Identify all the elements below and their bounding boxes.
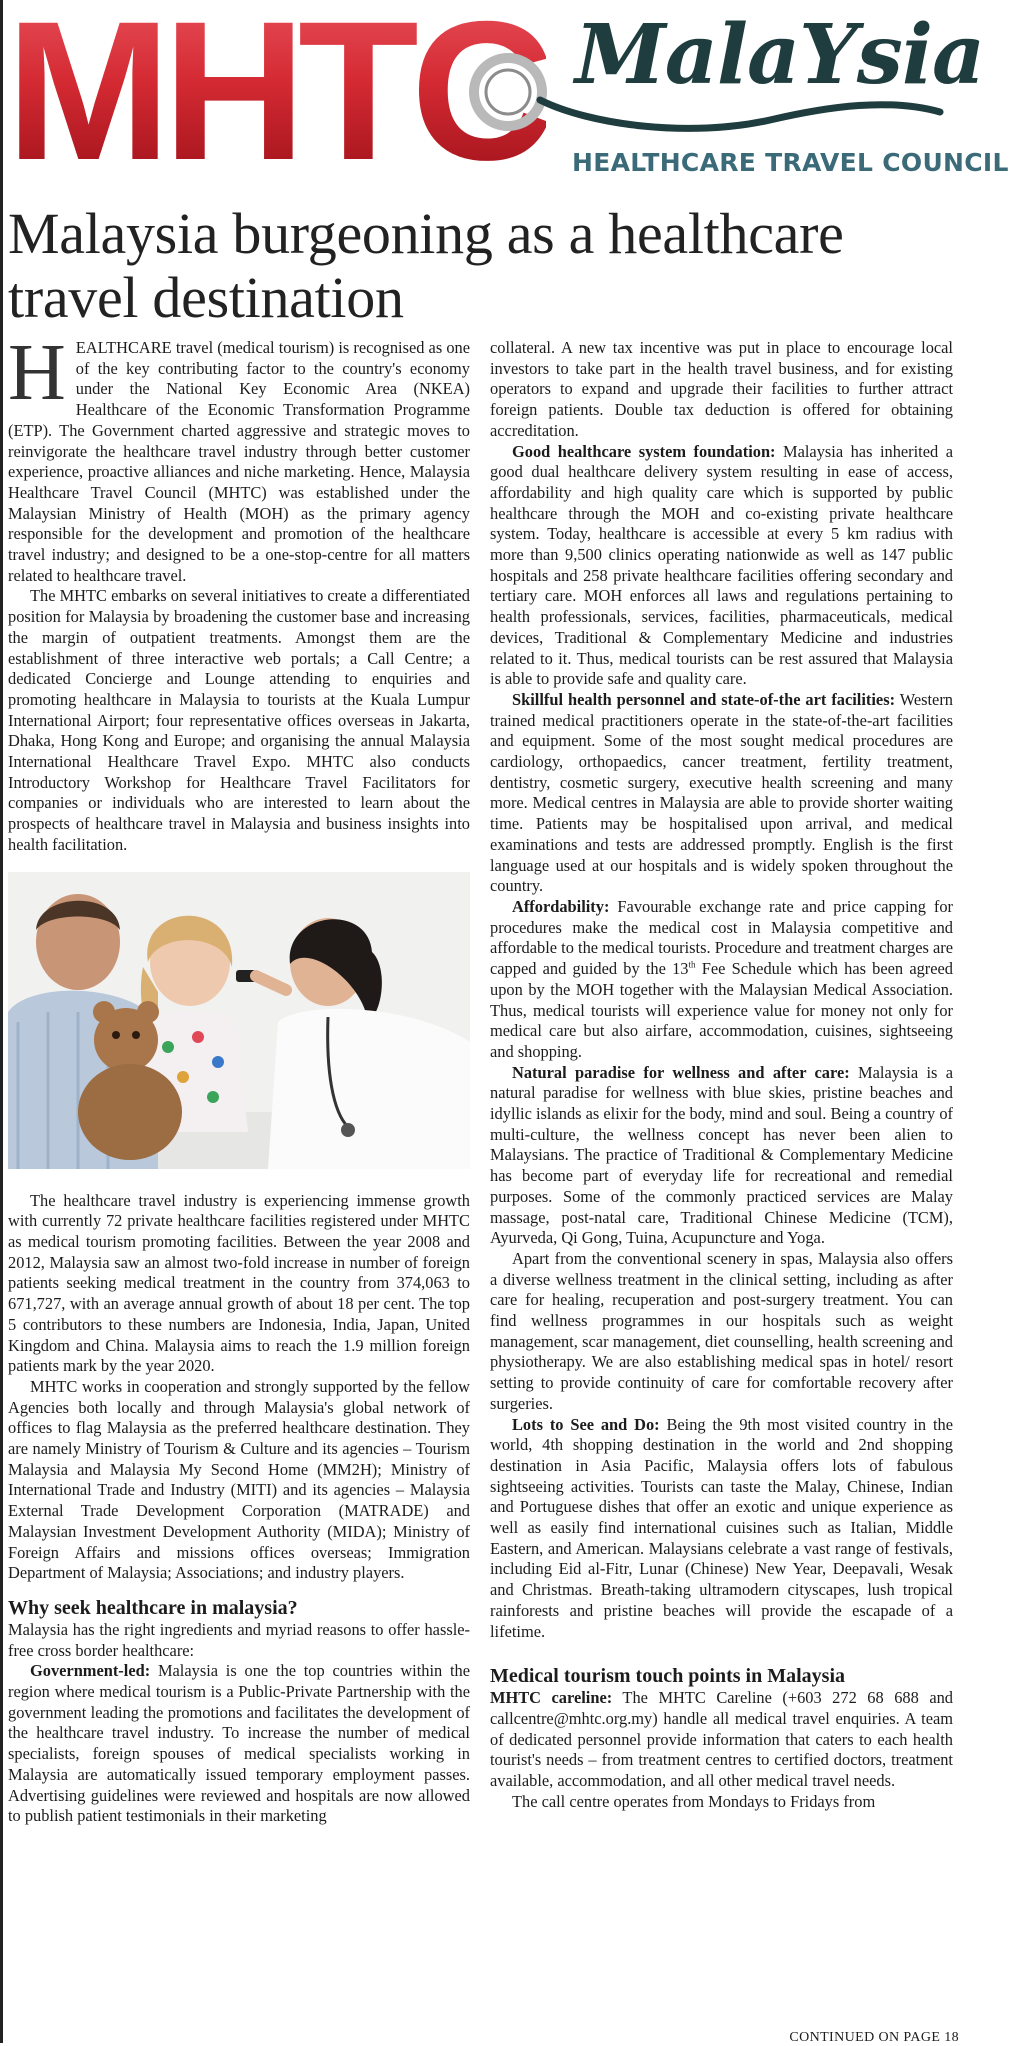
paragraph-natural-paradise (490, 1063, 953, 1249)
paragraph-growth: The healthcare travel industry is experiencing immense growth with currently 72 private healthcare facilities registered under MHTC as medical tourism promoting facilities. Between the year 2008 and 2012, Malaysia saw an almost two-fold increase in number of foreign patients seeking medical treatment in the country from 374,063 to 671,727, with an average annual growth of about 18 per cent. The top 5 contributors to these numbers are Indonesia, India, Japan, United Kingdom and China. Malaysia aims to reach the 1.9 million foreign patients mark by the year 2020. (8, 1190, 470, 1376)
lead-careline: MHTC careline: (490, 1688, 613, 1708)
lots-to-see-text: Being the 9th most visited country in the world, 4th shopping destination in the world and 2nd shopping destination in Asia Pacific, Malaysia offers lots of fabulous sightseeing activities. Tourists can taste the Malay, Chinese, Indian and Portuguese dishes that offer an exotic and unique experience as well as easily find international cuisines such as Italian, Middle Eastern, and American. Malaysians celebrate a vast range of festivals, including Eid al-Fitr, Lunar (Chinese) New Year, Deepavali, Wesak and Christmas. Breath-taking ultramodern cityscapes, lush tropical rainforests and pristine beaches will provide the escapade of a lifetime. (490, 1414, 954, 1641)
paragraph-call-centre: The call centre operates from Mondays to Fridays from (512, 1791, 876, 1811)
drop-cap: H (8, 329, 66, 417)
paragraph-ingredients: Malaysia has the right ingredients and myriad reasons to offer hassle-free cross border healthcare: (8, 1619, 470, 1660)
right-column (490, 338, 953, 1813)
skillful-personnel-text: Western trained medical practitioners operate in the state-of-the-art facilities and equipment. Some of the most sought medical procedures are cardiology, orthopaedics, cancer treatment, fertility treatment, dentistry, cosmetic surgery, executive health screening and many more. Medical centres in Malaysia are able to provide shorter waiting time. Patients may be hospitalised upon arrival, and medical examinations and tests are addressed promptly. English is the first language used at our hospitals and is widely spoken throughout the country. (490, 689, 953, 896)
paragraph-government-led (8, 1661, 470, 1827)
paragraph-careline (490, 1688, 953, 1792)
mhtc-logo-text: MHTC (6, 0, 546, 190)
lead-lots-to-see: Lots to See and Do: (512, 1414, 660, 1434)
government-led-text: Malaysia is one the top countries within the region where medical tourism is a Public-Private Partnership with the government leading the promotions and facilitates the development of the healthcare travel industry. To increase the number of medical specialists, foreign spouses of medical specialists working in Malaysia are automatically issued temporary employment passes. Advertising guidelines were reviewed and hospitals are now allowed to publish patient testimonials in their marketing (8, 1661, 470, 1826)
doctor-examining-child-photo (8, 872, 470, 1169)
lead-government-led: Government-led: (30, 1661, 151, 1681)
paragraph-initiatives: The MHTC embarks on several initiatives to create a differentiated position for Malaysia by broadening the customer base and increasing the margin of outpatient treatments. Amongst them are the establishment of three interactive web portals; a Call Centre; a dedicated Concierge and Lounge attending to enquiries and promoting healthcare in Malaysia to tourists at the Kuala Lumpur International Airport; four representative offices overseas in Jakarta, Dhaka, Hong Kong and Europe; and organising the annual Malaysia International Healthcare Travel Expo. MHTC also conducts Introductory Workshop for Healthcare Travel Facilitators for companies or individuals who are interested to learn about the prospects of healthcare travel in Malaysia and business insights into health facilitation. (8, 586, 470, 854)
lead-affordability: Affordability: (512, 896, 610, 916)
careline-text: The MHTC Careline (+603 272 68 688 and callcentre@mhtc.org.my) handle all medical travel enquiries. A team of dedicated personnel provide information that caters to each health tourist's needs – from treatment centres to certified doctors, treatment available, accommodation, and all other medical travel needs. (490, 1688, 953, 1791)
lead-good-foundation: Good healthcare system foundation: (512, 441, 776, 461)
natural-paradise-text: Malaysia is a natural paradise for wellness with blue skies, pristine beaches and idyllic islands as elixir for the body, mind and soul. Being a country of multi-culture, the wellness concept has never been alien to Malaysians. The practice of Traditional & Complementary Medicine has become part of everyday life for recreational and remedial purposes. Some of the commonly practiced services are Malay massage, post-natal care, Traditional Chinese Medicine (TCM), Ayurveda, Qi Gong, Tuina, Acupuncture and Yoga. (490, 1062, 953, 1248)
article-headline: Malaysia burgeoning as a healthcare travel destination (8, 201, 844, 330)
left-column (8, 329, 470, 1827)
paragraph-affordability (490, 897, 953, 1063)
malaysia-logo-text: MalaYsia (575, 7, 985, 103)
paragraph-skillful-personnel (490, 690, 953, 897)
good-foundation-text: Malaysia has inherited a good dual healthcare delivery system resulting in ease of access, affordability and high quality care which is supported by public healthcare through the MOH and co-existing private healthcare system. Today, healthcare is accessible at every 5 km radius with more than 9,500 clinics operating nationwide as well as 147 public hospitals and 258 private healthcare facilities offering secondary and tertiary care. MOH enforces all laws and regulations pertaining to health professionals, services, facilities, pharmaceuticals, medical devices, Traditional & Complementary Medicine and industries related to it. Thus, medical tourists can be rest assured that Malaysia is able to provide safe and quality care. (490, 441, 953, 689)
paragraph-tax-incentive: collateral. A new tax incentive was put in place to encourage local investors to take part in the health travel business, and for existing operators to expand and upgrade their facilities to further attract foreign patients. Double tax deduction is offered for obtaining accreditation. (490, 338, 953, 440)
intro-text: EALTHCARE travel (medical tourism) is recognised as one of the key contributing factor to the country's economy under the National Key Economic Area (NKEA) Healthcare of the Economic Transformation Programme (ETP). The Government charted aggressive and strategic moves to reinvigorate the healthcare travel industry through better customer experience, proactive alliances and niche marketing. Hence, Malaysia Healthcare Travel Council (MHTC) was established under the Malaysian Ministry of Health (MOH) as the primary agency responsible for the development and promotion of the healthcare travel industry; and designed to be a one-stop-centre for all matters related to healthcare travel. (8, 338, 470, 585)
paragraph-good-foundation (490, 442, 953, 690)
subhead-why-seek: Why seek healthcare in malaysia? (8, 1596, 298, 1619)
affordability-text-a: Favourable exchange rate and price capping for procedures make the medical cost in Malaysia competitive and affordable to the medical tourists. Procedure and treatment charges are capped and guided by the 13 (490, 896, 953, 979)
paragraph-intro (8, 329, 470, 586)
subhead-touch-points: Medical tourism touch points in Malaysia (490, 1665, 846, 1688)
masthead (0, 0, 1009, 201)
paragraph-spas: Apart from the conventional scenery in spas, Malaysia also offers a diverse wellness treatment in the clinical setting, including as after care for healing, recuperation and post-surgery treatment. You can find wellness programmes in our hospitals such as weight management, scar management, diet counselling, health screening and physiotherapy. We are also establishing medical spas in hotel/ resort setting to provide continuity of care for comfortable recovery after surgeries. (490, 1248, 953, 1413)
affordability-text-b: Fee Schedule which has been agreed upon by the MOH together with the Malaysian Medical Association. Thus, medical tourists will experience value for money not only for medical care but also airfare, accommodation, cuisines, sightseeing and shopping. (490, 959, 953, 1061)
paragraph-cooperation: MHTC works in cooperation and strongly supported by the fellow Agencies both locally and through Malaysia's global network of offices to flag Malaysia as the preferred healthcare destination. They are namely Ministry of Tourism & Culture and its agencies – Tourism Malaysia and Malaysia My Second Home (MM2H); Ministry of International Trade and Industry (MITI) and its agencies – Malaysia External Trade Development Corporation (MATRADE) and Malaysian Investment Development Authority (MIDA); Ministry of Foreign Affairs and missions offices overseas; Immigration Department of Malaysia; Associations; and industry players. (8, 1376, 470, 1583)
ordinal-superscript: th (688, 959, 696, 970)
lead-skillful-personnel: Skillful health personnel and state-of-the art facilities: (512, 689, 896, 709)
continued-on-page: CONTINUED ON PAGE 18 (789, 2030, 959, 2045)
page-edge-rule (0, 0, 3, 2043)
council-logo-text: HEALTHCARE TRAVEL COUNCIL (572, 148, 1009, 177)
paragraph-lots-to-see (490, 1415, 953, 1643)
lead-natural-paradise: Natural paradise for wellness and after care: (512, 1062, 850, 1082)
